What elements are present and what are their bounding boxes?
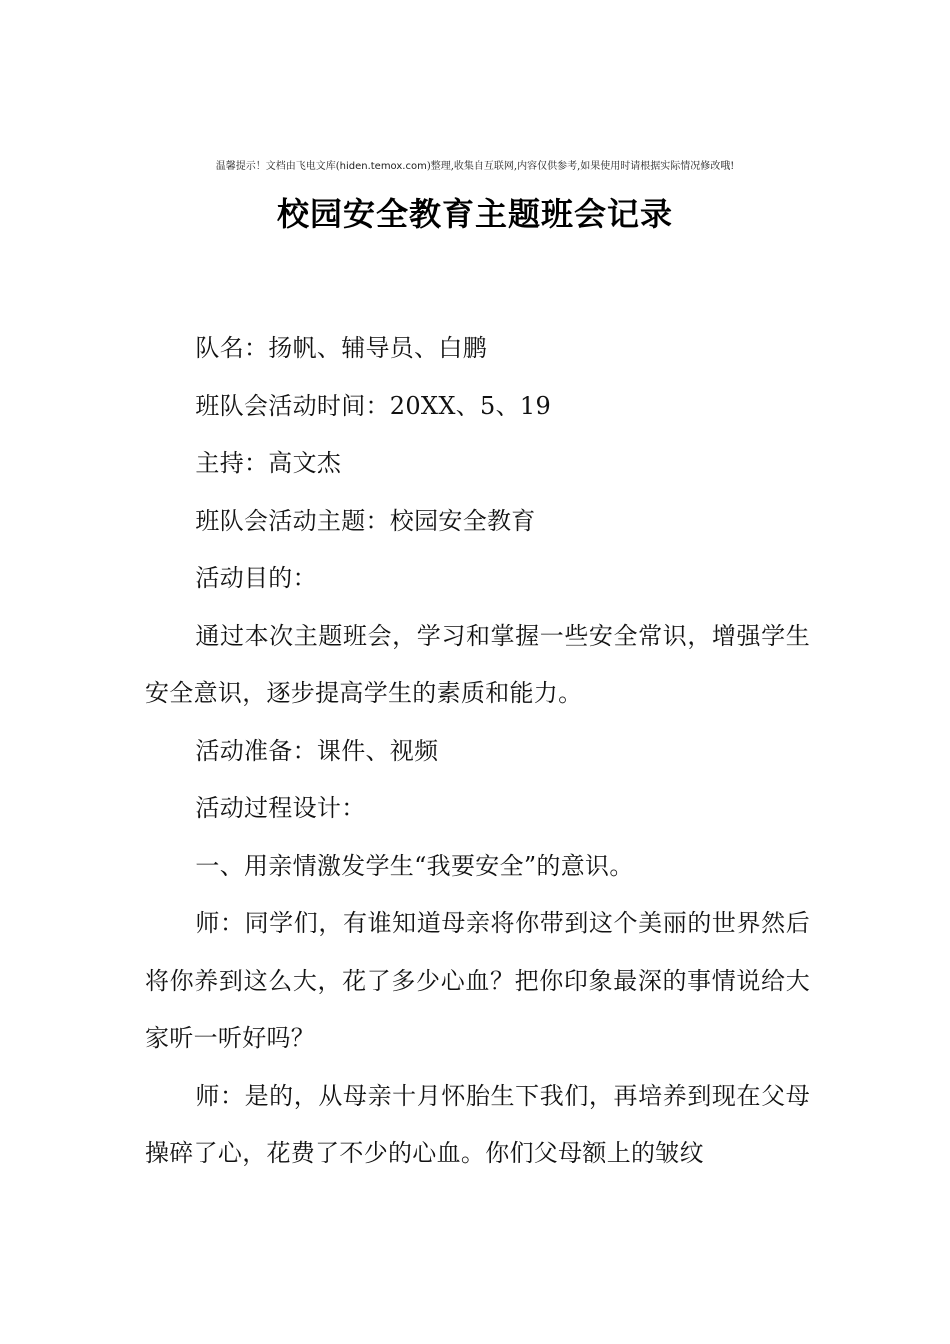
paragraph-section-one: 一、用亲情激发学生“我要安全”的意识。 (195, 851, 634, 880)
header-notice (0, 160, 950, 174)
paragraph-preparation: 活动准备：课件、视频 (195, 736, 439, 765)
paragraph-process-heading: 活动过程设计： (195, 794, 366, 822)
paragraph-time: 班队会活动时间：20XX、5、19 (195, 391, 552, 420)
document-title: 校园安全教育主题班会记录 (276, 195, 673, 233)
paragraph-teacher-question: 师：同学们，有谁知道母亲将你带到这个美丽的世界然后将你养到这么大，花了多少心血？把你印象最深的事情说给大家听一听好吗？ (145, 909, 810, 1052)
notice-site-link: hiden.temox.com (339, 161, 427, 172)
paragraph-goal-heading: 活动目的： (195, 564, 317, 592)
paragraph-goal: 通过本次主题班会，学习和掌握一些安全常识，增强学生安全意识，逐步提高学生的素质和能力。 (145, 621, 810, 707)
paragraph-theme: 班队会活动主题：校园安全教育 (195, 506, 536, 535)
paragraph-team: 队名：扬帆、辅导员、白鹏 (195, 334, 487, 362)
paragraph-host: 主持：高文杰 (195, 449, 342, 477)
notice-suffix: )整理,收集自互联网,内容仅供参考,如果使用时请根据实际情况修改哦! (426, 161, 735, 172)
document-body (145, 320, 810, 1183)
notice-prefix: 温馨提示！文档由飞电文库( (215, 161, 340, 172)
paragraph-teacher-response: 师：是的，从母亲十月怀胎生下我们，再培养到现在父母操碎了心，花费了不少的心血。你们父母额上的皱纹 (145, 1081, 810, 1167)
